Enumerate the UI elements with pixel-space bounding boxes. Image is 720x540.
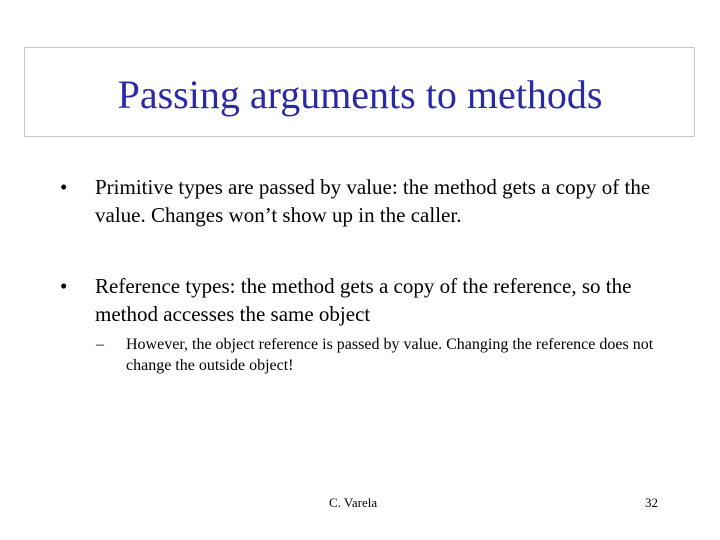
- bullet-text: Reference types: the method gets a copy of the reference, so the method accesses the same object: [95, 274, 632, 326]
- sub-bullet-symbol: –: [96, 336, 104, 353]
- bullet-symbol: •: [60, 274, 68, 298]
- footer-author: C. Varela: [329, 495, 378, 510]
- sub-bullet-item: [96, 334, 656, 376]
- slide-title: Passing arguments to methods: [117, 72, 603, 117]
- bullet-symbol: •: [60, 175, 68, 199]
- bullet-item-reference: [60, 272, 660, 328]
- sub-bullet-text: However, the object reference is passed by value. Changing the reference does not change the outside object!: [126, 336, 654, 374]
- bullet-text: Primitive types are passed by value: the method gets a copy of the value. Changes won’t show up in the caller.: [95, 175, 651, 227]
- page-number: 32: [645, 495, 658, 510]
- bullet-item-primitive: [60, 173, 660, 229]
